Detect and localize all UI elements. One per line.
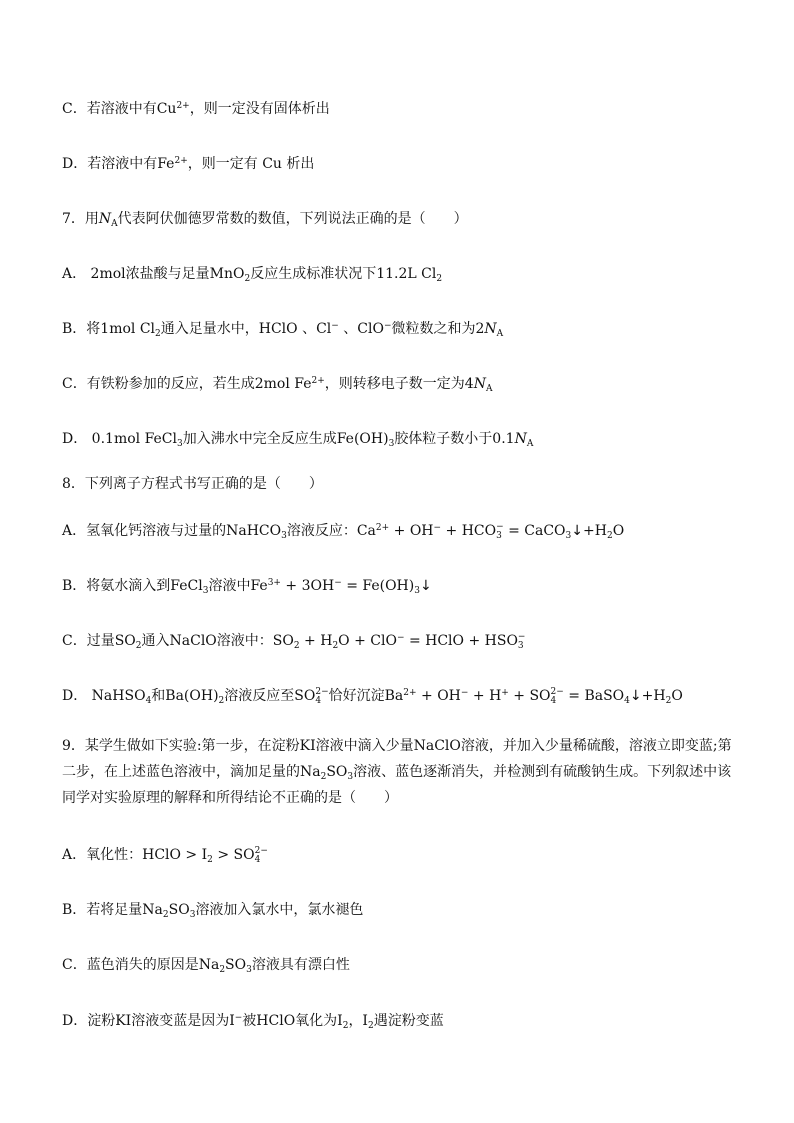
q8-stem: 8．下列离子方程式书写正确的是（ ） bbox=[62, 476, 323, 492]
q9-option-b: B．若将足量$Na_2SO_3$溶液加入氯水中，氯水褪色 bbox=[62, 902, 364, 920]
q9-option-c: C．蓝色消失的原因是$Na_2SO_3$溶液具有漂白性 bbox=[62, 957, 350, 975]
q6-option-d: D．若溶液中有$Fe^{2+}$，则一定有 Cu 析出 bbox=[62, 156, 315, 172]
q8-option-a: A．氢氧化钙溶液与过量的NaHCO$_3$溶液反应：$Ca^{2+} + OH^-$ + HCO − 3 = $CaCO_3↓+H_2O$ bbox=[62, 522, 625, 541]
q7-option-b: B．将1mol $Cl_2$通入足量水中，HClO 、Cl− 、ClO−微粒数之和为$2N_A$ bbox=[62, 321, 504, 339]
q9-option-a: A．氧化性：HClO > $I_2$ > SO 2− 4 bbox=[62, 846, 268, 865]
q8-option-c: C．过量$SO_2$通入NaClO溶液中：$SO_2 + H_2O + ClO^-$ = HClO + HSO − 3 bbox=[62, 632, 526, 651]
q9-stem: 9．某学生做如下实验:第一步，在淀粉KI溶液中滴入少量NaClO溶液，并加入少量稀硫酸，溶液立即变蓝;第二步，在上述蓝色溶液中，滴加足量的$Na_2SO_3$溶液、蓝色逐渐消失，并检测到有硫酸钠生成。下列叙述中该同学对实验原理的解释和所得结论不正确的是（ ） bbox=[62, 738, 732, 806]
q7-stem: 7．用$N_A$代表阿伏伽德罗常数的数值，下列说法正确的是（ ） bbox=[62, 211, 468, 229]
q8-option-b: B．将氨水滴入到FeCl$_3$溶液中$Fe^{3+} + 3OH^-$ = $Fe(OH)_3↓$ bbox=[62, 578, 432, 596]
q9-option-d: D．淀粉KI溶液变蓝是因为I−被HClO氧化为$I_2$，$I_2$遇淀粉变蓝 bbox=[62, 1013, 444, 1031]
q8-option-d: D． NaHSO$_4$和$Ba(OH)_2$溶液反应至SO 2− 4 恰好沉淀$Ba^{2+} + OH^- + H^+$ + SO 2− 4 = $BaSO_4↓+H_2O$ bbox=[62, 687, 683, 706]
q7-option-a: A． 2mol浓盐酸与足量MnO$_2$反应生成标准状况下11.2L $Cl_2$ bbox=[62, 266, 443, 284]
q6-option-c: C．若溶液中有$Cu^{2+}$，则一定没有固体析出 bbox=[62, 101, 330, 117]
q7-option-d: D． 0.1mol FeCl$_3$加入沸水中完全反应生成$Fe(OH)_3$胶体粒子数小于$0.1N_A$ bbox=[62, 431, 534, 449]
q7-option-c: C．有铁粉参加的反应，若生成2mol $Fe^{2+}$，则转移电子数一定为$4N_A$ bbox=[62, 376, 493, 394]
